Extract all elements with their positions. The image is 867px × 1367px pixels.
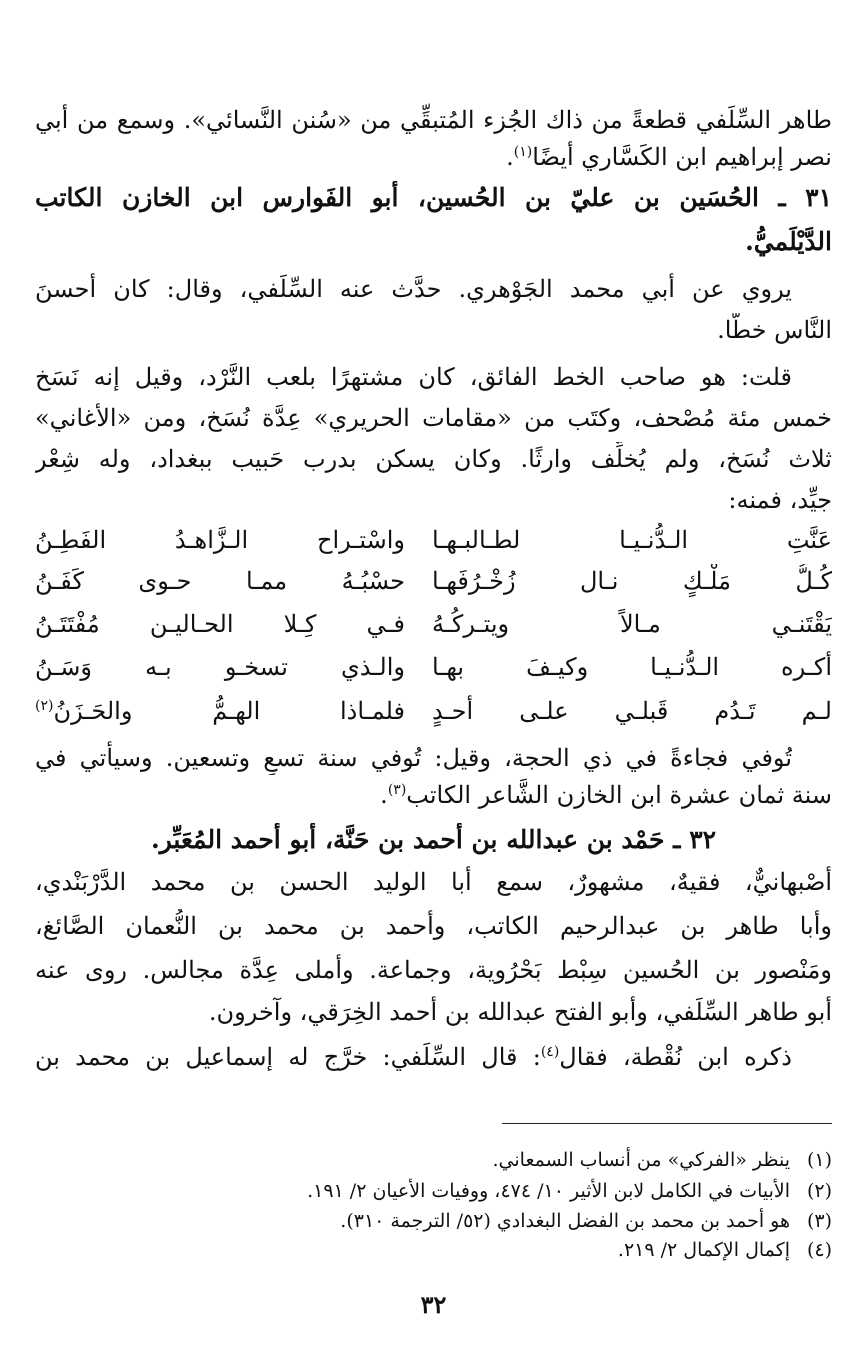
text-line: يروي عن أبي محمد الجَوْهري. حدَّث عنه السِّلَفي، وقال: كان أحسنَ (35, 275, 792, 303)
text-line: النَّاس خطًّا. (717, 316, 832, 344)
footnote-number: (٤) (806, 1239, 832, 1261)
text-line: ثلاث نُسَخ، ولم يُخلِّف وارثًا. وكان يسكن بدرب حَبيب ببغداد، وله شِعْر (35, 445, 832, 473)
text-line: نصر إبراهيم ابن الكَسَّاري أيضًا$^{(١)}$. (506, 143, 832, 171)
text-line: أصْبهانيٌّ، فقيهٌ، مشهورٌ، سمع أبا الوليد الحسن بن محمد الدَّرْبَنْدي، (35, 868, 832, 896)
footnote-ref: (٤) (540, 1044, 560, 1060)
verse-hemistich-right: أكـره الـدُّنـيـا وكيـفَ بهـا (432, 653, 832, 681)
footnote-text: ينظر «الفركي» من أنساب السمعاني. (492, 1149, 790, 1171)
verse-hemistich-left: والـذي تسخـو بـه وَسَـنُ (35, 653, 405, 681)
entry-heading-31: ٣١ ـ الحُسَين بن عليّ بن الحُسين، أبو الفَوارس ابن الخازن الكاتب (35, 183, 832, 212)
footnote-text: إكمال الإكمال ٢/ ٢١٩. (617, 1239, 790, 1261)
text-segment: ذكره ابن نُقْطة، فقال (559, 1043, 792, 1071)
text-segment: : قال السِّلَفي: خرَّج له إسماعيل بن محمد بن (35, 1043, 541, 1071)
text-line: ومَنْصور بن الحُسين سِبْط بَحْرُوية، وجماعة. وأملى عِدَّة مجالس. روى عنه (35, 956, 832, 984)
text-segment: فلمـاذا الهـمُّ والحَـزَنُ (53, 697, 405, 725)
footnote-number: (٣) (806, 1210, 832, 1232)
footnote-ref: (١) (513, 144, 533, 160)
text-line (35, 1040, 792, 1074)
text-segment: سنة ثمان عشرة ابن الخازن الشَّاعر الكاتب (406, 781, 832, 809)
text-line: تُوفي فجاءةً في ذي الحجة، وقيل: تُوفي سنة تسعٍ وتسعين. وسيأتي في (35, 744, 792, 772)
page-number: ٣٢ (420, 1290, 447, 1319)
entry-heading-31-cont: الدَّيْلَميُّ. (745, 227, 832, 256)
verse-hemistich-left: واسْتـراح الـزَّاهـدُ الفَطِـنُ (35, 526, 405, 554)
footnote (120, 1237, 832, 1263)
footnote-number: (١) (806, 1149, 832, 1171)
footnote-text: هو أحمد بن محمد بن الفضل البغدادي (٥٢/ الترجمة ٣١٠). (340, 1210, 790, 1232)
footnote (120, 1147, 832, 1173)
verse-hemistich-right: كُـلُّ مَلْـكٍ نـال زُخْـرُفَهـا (432, 567, 832, 595)
text-line: سنة ثمان عشرة ابن الخازن الشَّاعر الكاتب$^{(٣)}$. (380, 781, 832, 809)
verse-hemistich-right: يَقْتَنـي مـالاً ويتـركُـهُ (432, 610, 832, 638)
footnote-ref: (٢) (35, 698, 54, 714)
verse-hemistich-right: لـم تَـدُم قَبلـي علـى أحـدٍ (432, 697, 832, 725)
verse-hemistich-left (35, 694, 405, 728)
verse-hemistich-left: حسْبُـهُ ممـا حـوى كَفَـنُ (35, 567, 405, 595)
footnote-separator (502, 1123, 832, 1124)
text-line: خمس مئة مُصْحف، وكتَب من «مقامات الحريري» عِدَّة نُسَخ، ومن «الأغاني» (35, 404, 832, 432)
text-line: وأبا طاهر بن عبدالرحيم الكاتب، وأحمد بن محمد بن النُّعمان الصَّائغ، (35, 912, 832, 940)
footnote (120, 1208, 832, 1234)
footnote-text: الأبيات في الكامل لابن الأثير ١٠/ ٤٧٤، ووفيات الأعيان ٢/ ١٩١. (307, 1180, 790, 1202)
text-line: جيِّد، فمنه: (728, 486, 832, 514)
text-line: قلت: هو صاحب الخط الفائق، كان مشتهرًا بلعب النَّرْد، وقيل إنه نَسَخ (35, 363, 792, 391)
text-line: طاهر السِّلَفي قطعةً من ذاك الجُزء المُتبقِّي من «سُنن النَّسائي». وسمع من أبي (35, 106, 832, 134)
entry-heading-32: ٣٢ ـ حَمْد بن عبدالله بن أحمد بن حَنَّة، أبو أحمد المُعَبِّر. (150, 825, 717, 854)
footnote (120, 1178, 832, 1204)
text-segment: نصر إبراهيم ابن الكَسَّاري أيضًا (532, 143, 832, 171)
verse-hemistich-right: عَنَّتِ الـدُّنـيـا لطـالبـهـا (432, 526, 832, 554)
text-line: أبو طاهر السِّلَفي، وأبو الفتح عبدالله بن أحمد الخِرَقي، وآخرون. (208, 998, 832, 1026)
footnote-ref: (٣) (387, 782, 407, 798)
verse-hemistich-left: فـي كِـلا الحـاليـن مُفْتَتَـنُ (35, 610, 405, 638)
footnote-number: (٢) (806, 1180, 832, 1202)
